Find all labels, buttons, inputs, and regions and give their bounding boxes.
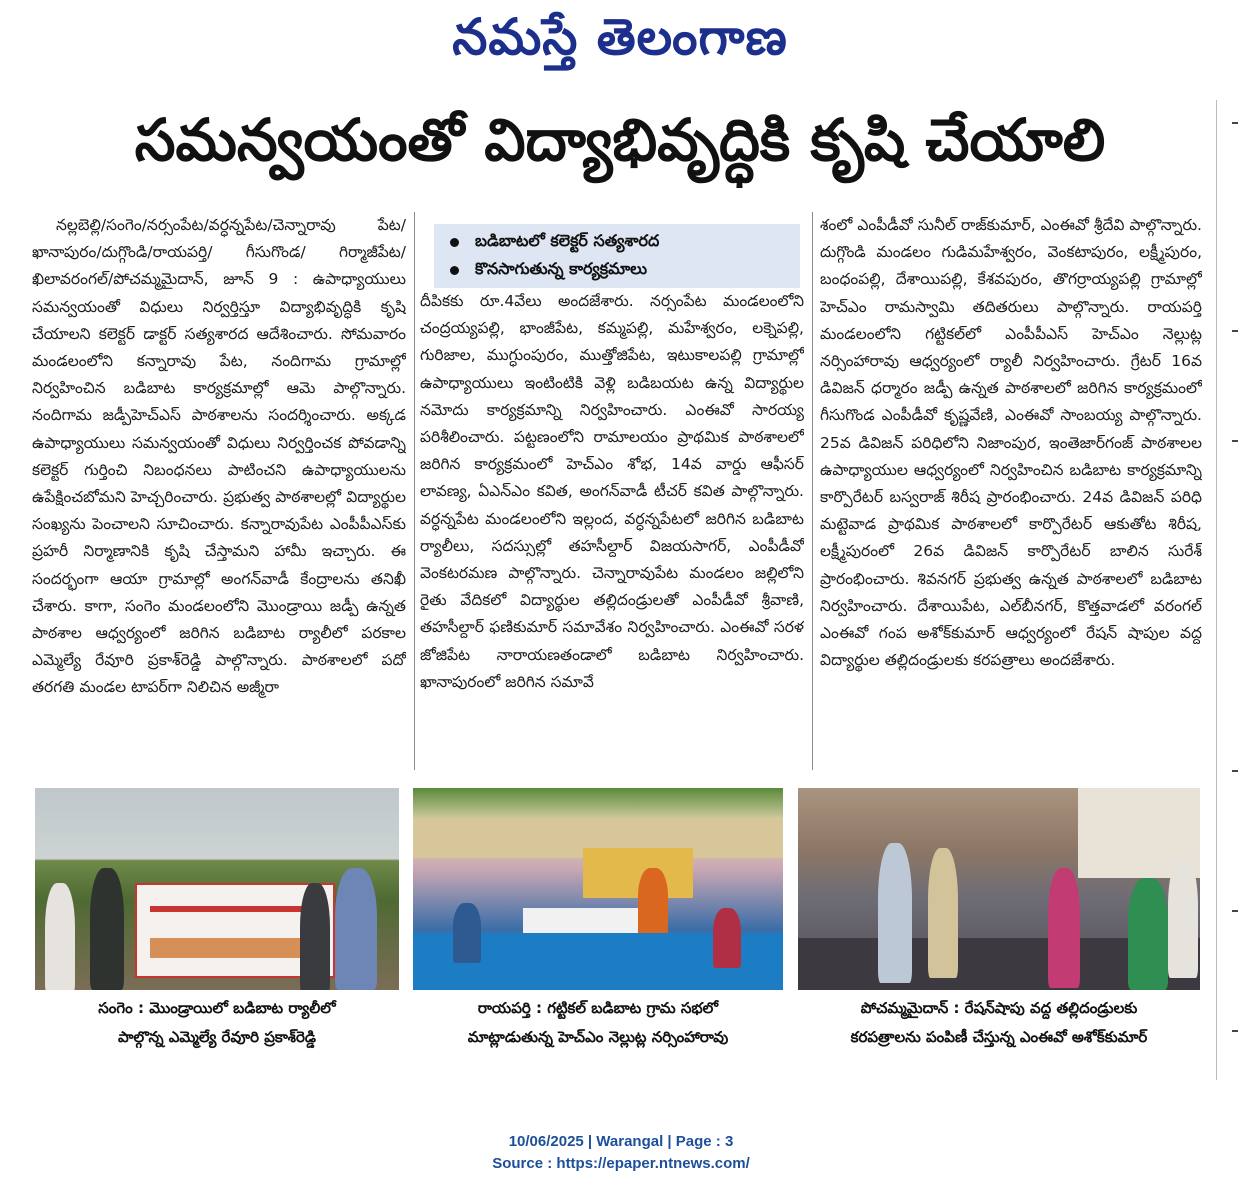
masthead-logo [400, 8, 840, 78]
highlight-text: బడిబాటలో కలెక్టర్ సత్యశారద [475, 230, 660, 250]
masthead-title: నమస్తే తెలంగాణ [452, 7, 788, 66]
photo-caption [35, 994, 399, 1052]
photo-gram-sabha-rayaparthi [413, 788, 783, 990]
bullet-icon [450, 238, 459, 247]
caption-line: సంగెం : మొండ్రాయిలో బడిబాట ర్యాలీలో [98, 999, 336, 1017]
caption-line: పాల్గొన్న ఎమ్మెల్యే రేవూరి ప్రకాశ్‌రెడ్డి [118, 1028, 316, 1046]
photo-caption [798, 994, 1200, 1052]
photo-caption [413, 994, 783, 1052]
highlight-text: కొనసాగుతున్న కార్యక్రమాలు [475, 258, 648, 278]
caption-line: పోచమ్మమైదాన్ : రేషన్‌షాపు వద్ద తల్లిదండ్రులకు [860, 999, 1138, 1017]
footer-date-edition: 10/06/2025 | Warangal | Page : 3 [508, 1133, 734, 1150]
page-edge-rule [1216, 100, 1217, 1080]
caption-line: కరపత్రాలను పంపిణీ చేస్తున్న ఎంఈవో అశోక్‌కుమార్ [850, 1028, 1148, 1046]
highlight-item [444, 256, 790, 284]
footer-source-link[interactable]: Source : https://epaper.ntnews.com/ [492, 1155, 750, 1172]
caption-line: మాట్లాడుతున్న హెచ్ఎం నెల్లుట్ల నర్సింహారావు [467, 1028, 729, 1046]
column-divider [812, 212, 813, 770]
column-divider [414, 212, 415, 770]
side-mark [1232, 122, 1238, 124]
highlights-box [434, 224, 800, 288]
caption-line: రాయపర్తి : గట్టికల్ బడిబాట గ్రామ సభలో [477, 999, 719, 1017]
highlight-item [444, 228, 790, 256]
bullet-icon [450, 266, 459, 275]
article-headline-block [30, 100, 1210, 195]
side-mark [1232, 440, 1238, 442]
side-mark [1232, 1030, 1238, 1032]
article-column-2: దీపికకు రూ.4వేలు అందజేశారు. నర్సంపేట మండలంలోని చంద్రయ్యపల్లి, భాంజీపేట, కమ్మపల్లి, మహేశ్వరం, లక్నెపల్లి, గురిజాల, ముగ్ధుంపురం, ముత్తోజిపేట, ఇటుకాలపల్లి గ్రామాల్లో ఉపాధ్యాయులు ఇంటింటికి వెళ్లి బడిబయట ఉన్న విద్యార్థుల నమోదు కార్యక్రమాన్ని నిర్వహించారు. ఎంఈవో సారయ్య పరిశీలించారు. పట్టణంలోని రామాలయం ప్రాథమిక పాఠశాలలో జరిగిన కార్యక్రమంలో హెచ్ఎం శోభ, 14వ వార్డు ఆఫీసర్ లావణ్య, ఏఎన్ఎం కవిత, అంగన్‌వాడీ టీచర్ కవిత పాల్గొన్నారు. వర్ధన్నపేట మండలంలోని ఇల్లంద, వర్ధన్నపేటలో జరిగిన బడిబాట ర్యాలీలు, సదస్సుల్లో తహసీల్దార్ విజయసాగర్, ఎంపీడీవో వెంకటరమణ పాల్గొన్నారు. చెన్నారావుపేట మండలం జల్లిలోని రైతు వేదికలో విద్యార్థుల తల్లిదండ్రులతో ఎంపీడీవో శ్రీవాణి, తహసీల్దార్ ఫణికుమార్ సమావేశం నిర్వహించారు. ఎంఈవో సరళ జోజిపేట నారాయణతండాలో బడిబాట నిర్వహించారు. ఖానాపురంలో జరిగిన సమావే [420, 292, 804, 691]
article-column-3: శంలో ఎంపీడీవో సునీల్ రాజ్‌కుమార్, ఎంఈవో శ్రీదేవి పాల్గొన్నారు. దుగ్గొండి మండలం గుడిమహేశ్వరం, వెంకటాపురం, లక్ష్మీపురం, బంధంపల్లి, దేశాయిపల్లి, కేశవపురం, తొగర్రాయ్యపల్లి గ్రామాల్లో హెచ్ఎం రామస్వామి తదితరులు పాల్గొన్నారు. రాయపర్తి మండలంలోని గట్టికల్‌లో ఎంపీపీఎస్ హెచ్ఎం నెల్లుట్ల నర్సింహారావు ఆధ్వర్యంలో ర్యాలీ నిర్వహించారు. గ్రేటర్ 16వ డివిజన్ ధర్మారం జడ్పీ ఉన్నత పాఠశాలలో జరిగిన కార్యక్రమంలో గీసుగొండ ఎంపీడీవో కృష్ణవేణి, ఎంఈవో సాంబయ్య పాల్గొన్నారు. 25వ డివిజన్ పరిధిలోని నిజాంపుర, ఇంతెజార్‌గంజ్ పాఠశాలల ఉపాధ్యాయుల ఆధ్వర్యంలో నిర్వహించిన బడిబాట కార్యక్రమాన్ని కార్పొరేటర్ బస్వరాజ్ శిరీష ప్రారంభించారు. 24వ డివిజన్ పరిధి మట్టెవాడ ప్రాథమిక పాఠశాలలో కార్పొరేటర్ ఆకుతోట శిరీష, లక్ష్మీపురంలో 26వ డివిజన్ కార్పొరేటర్ బాలిన సురేశ్ ప్రారంభించారు. శివనగర్ ప్రభుత్వ ఉన్నత పాఠశాలలో బడిబాట నిర్వహించారు. దేశాయిపేట, ఎల్‌బీనగర్, కొత్తవాడలో వరంగల్ ఎంఈవో గంప అశోక్‌కుమార్ ఆధ్వర్యంలో రేషన్ షాపుల వద్ద విద్యార్థుల తల్లిదండ్రులకు కరపత్రాలు అందజేశారు. [820, 216, 1202, 670]
article-column-1: నల్లబెల్లి/సంగెం/నర్సంపేట/వర్ధన్నపేట/చెన్నారావు పేట/ఖానాపురం/దుగ్గొండి/రాయపర్తి/ గీసుగొండ/ గిర్మాజీపేట/ఖిలావరంగల్/పోచమ్మమైదాన్, జూన్ 9 : ఉపాధ్యాయులు సమన్వయంతో విధులు నిర్వర్తిస్తూ విద్యాభివృద్ధికి కృషి చేయాలని కలెక్టర్ డాక్టర్ సత్యశారద ఆదేశించారు. సోమవారం మండలంలోని కన్నారావు పేట, నందిగామ గ్రామాల్లో నిర్వహించిన బడిబాట కార్యక్రమాల్లో ఆమె పాల్గొన్నారు. నందిగామ జడ్పీహెచ్ఎస్ పాఠశాలను సందర్శించారు. అక్కడ ఉపాధ్యాయులు సమన్వయంతో విధులు నిర్వర్తించక పోవడాన్ని కలెక్టర్ గుర్తించి నిబంధనలు పాటించని ఉపాధ్యాయులను ఉపేక్షించబోమని హెచ్చరించారు. ప్రభుత్వ పాఠశాలల్లో విద్యార్థుల సంఖ్యను పెంచాలని సూచించారు. కన్నారావుపేట ఎంపీపీఎస్‌కు ప్రహరీ నిర్మాణానికి కృషి చేస్తామని హామీ ఇచ్చారు. ఈ సందర్భంగా ఆయా గ్రామాల్లో అంగన్‌వాడీ కేంద్రాలను తనిఖీ చేశారు. కాగా, సంగెం మండలంలోని మొండ్రాయి జడ్పీ ఉన్నత పాఠశాల ఆధ్వర్యంలో జరిగిన బడిబాట ర్యాలీలో పరకాల ఎమ్మెల్యే రేవూరి ప్రకాశ్‌రెడ్డి పాల్గొన్నారు. పాఠశాలలో పదో తరగతి మండల టాపర్‌గా నిలిచిన అజ్మీరా [32, 216, 406, 697]
side-mark [1232, 330, 1238, 332]
photo-ration-shop-pochammamaidan [798, 788, 1200, 990]
article-headline: సమన్వయంతో విద్యాభివృద్ధికి కృషి చేయాలి [134, 106, 1106, 174]
photo-rally-sangem [35, 788, 399, 990]
side-mark [1232, 770, 1238, 772]
side-mark [1232, 910, 1238, 912]
